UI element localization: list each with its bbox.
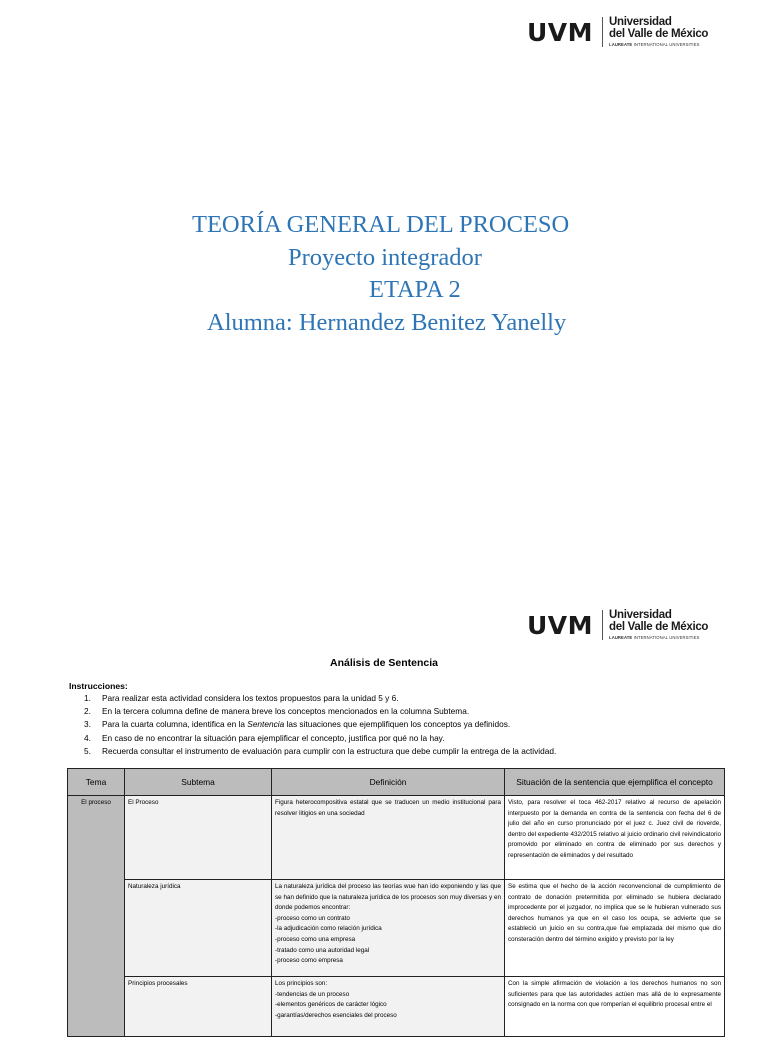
- logo-text: [609, 17, 708, 47]
- cell-definicion: [272, 796, 505, 880]
- instruction-item: [84, 745, 556, 758]
- logo-line-1: Universidad: [609, 16, 672, 28]
- definition-line: -tratado como una autoridad legal: [275, 946, 370, 954]
- cover-student: Alumna: Hernandez Benitez Yanelly: [207, 309, 567, 336]
- uvm-logo: [527, 610, 708, 640]
- cover-title: TEORÍA GENERAL DEL PROCESO: [192, 211, 570, 238]
- definition-line: -elementos genéricos de carácter lógico: [275, 1001, 387, 1009]
- instruction-number: 3.: [84, 719, 91, 730]
- definition-line: La naturaleza jurídica del proceso las teorías wue han ido exponiendo y las que se han definido que la naturaleza jurídica de los procesos son muy diversas y en donde podemos encontrar:: [275, 883, 501, 912]
- header-situacion: Situación de la sentencia que ejemplifica el concepto: [505, 769, 725, 796]
- cell-situacion: Visto, para resolver el toca 462-2017 relativo al recurso de apelación interpuesto por la demanda en contra de la sentencia con fecha del 6 de julio del año en curso pronunciado por el juez c. Juez civil de rioverde, dentro del expediente 432/2015 relativo al juicio ordinario civil reivindicatorio promovido por eliminado en contra de eliminado por sus derechos y representación de eliminados y del resultado: [505, 796, 725, 880]
- logo-text: [609, 610, 708, 640]
- cell-subtema: Naturaleza jurídica: [125, 880, 272, 977]
- definition-line: -tendencias de un proceso: [275, 990, 350, 998]
- instruction-item: [84, 718, 556, 731]
- table-header-row: [68, 769, 725, 796]
- header-tema: Tema: [68, 769, 125, 796]
- instruction-text: En la tercera columna define de manera breve los conceptos mencionados en la columna Subtema.: [102, 706, 470, 717]
- definition-line: -la adjudicación como relación jurídica: [275, 925, 382, 933]
- definition-line: -proceso como empresa: [275, 957, 343, 965]
- logo-divider: [602, 610, 603, 640]
- header-subtema: Subtema: [125, 769, 272, 796]
- cell-definicion: [272, 977, 505, 1037]
- analysis-table-container: [67, 768, 724, 1037]
- instruction-text: En caso de no encontrar la situación para ejemplificar el concepto, justifica por qué no la hay.: [102, 732, 445, 743]
- table-row: [68, 796, 725, 880]
- logo-tagline-bold: LAUREATE: [609, 42, 633, 47]
- logo-line-1: Universidad: [609, 609, 672, 621]
- logo-tagline: [609, 43, 708, 47]
- cell-subtema: Principios procesales: [125, 977, 272, 1037]
- definition-line: Figura heterocompositiva estatal que se traducen un medio institucional para resolver litigios en una sociedad: [275, 799, 501, 817]
- instruction-number: 5.: [84, 745, 91, 756]
- logo-mark: UVM: [527, 610, 594, 640]
- table-row: [68, 880, 725, 977]
- cell-situacion: Con la simple afirmación de violación a los derechos humanos no son suficientes para que las autoridades actúen mas allá de lo expresamente consignado en la norma con que romperían el equilibrio procesal entre el: [505, 977, 725, 1037]
- cover-subtitle: Proyecto integrador: [288, 244, 482, 271]
- logo-tagline-bold: LAUREATE: [609, 635, 633, 640]
- instruction-number: 4.: [84, 732, 91, 743]
- instruction-text: Recuerda consultar el instrumento de evaluación para cumplir con la estructura que debe cumplir la entrega de la actividad.: [102, 745, 557, 756]
- logo-tagline-rest: INTERNATIONAL UNIVERSITIES: [632, 635, 700, 640]
- header-definicion: Definición: [272, 769, 505, 796]
- definition-line: -garantías/derechos esenciales del proceso: [275, 1011, 397, 1019]
- definition-line: -proceso como un contrato: [275, 914, 350, 922]
- table-row: [68, 977, 725, 1037]
- instruction-text: Para realizar esta actividad considera los textos propuestos para la unidad 5 y 6.: [102, 693, 399, 703]
- definition-line: -proceso como una empresa: [275, 935, 356, 943]
- logo-line-2: del Valle de México: [609, 620, 709, 633]
- cell-subtema: El Proceso: [125, 796, 272, 880]
- instruction-number: 2.: [84, 706, 91, 717]
- logo-line-2: del Valle de México: [609, 27, 709, 40]
- logo-mark: UVM: [527, 17, 594, 47]
- instruction-item: [84, 705, 556, 718]
- instruction-item: [84, 732, 556, 745]
- cover-stage: ETAPA 2: [369, 276, 461, 303]
- analysis-table: [67, 768, 725, 1037]
- cell-definicion: [272, 880, 505, 977]
- instruction-text-after: las situaciones que ejemplifiquen los conceptos ya definidos.: [284, 719, 511, 730]
- definition-line: Los principios son:: [275, 980, 328, 987]
- cell-tema: El proceso: [68, 796, 125, 1037]
- section-title: Análisis de Sentencia: [330, 657, 438, 669]
- instructions-label: Instrucciones:: [69, 681, 128, 691]
- instruction-number: 1.: [84, 693, 91, 703]
- logo-tagline-rest: INTERNATIONAL UNIVERSITIES: [632, 42, 700, 47]
- logo-divider: [602, 17, 603, 47]
- instruction-text-before: Para la cuarta columna, identifica en la: [102, 719, 248, 730]
- instruction-item: [84, 692, 556, 705]
- cell-situacion: Se estima que el hecho de la acción reconvencional de cumplimiento de contrato de donación pretermitida por eliminado se hubiera declarado improcedente por el juzgador, no implica que se le hubieran vulnerado sus derechos humanos ya que en el caso los ocupa, se advierte que se estableció un juicio en su contra,que fue emplazada del mismo que dio consteración dentro del término exigido y previsto por la ley: [505, 880, 725, 977]
- logo-tagline: [609, 636, 708, 640]
- instructions-list: [84, 692, 556, 758]
- uvm-logo: [527, 17, 708, 47]
- instruction-text-emphasis: Sentencia: [247, 719, 285, 730]
